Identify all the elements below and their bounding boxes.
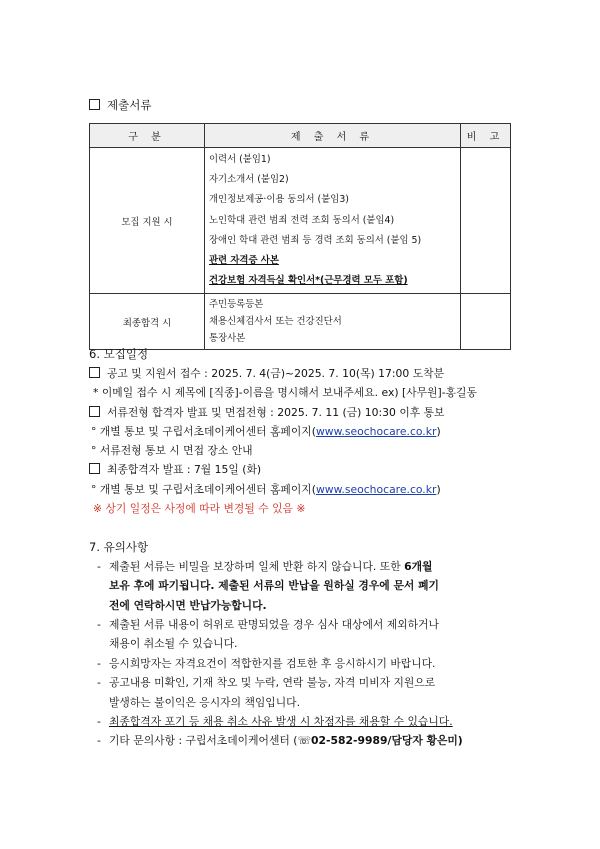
caution-contact: 기타 문의사항 : 구립서초데이케어센터 (☏02-582-9989/담당자 황은미) [109,734,463,748]
table-row [90,148,511,294]
header-documents: 제 출 서 류 [205,124,461,148]
row-note [461,148,511,294]
contact-phone: ☏02-582-9989/담당자 황은미) [297,734,463,748]
checkbox-square-icon [89,463,100,474]
caution-item: 제출된 서류 내용이 허위로 판명되었을 경우 심사 대상에서 제외하거나 [109,618,439,631]
caution-item-cont: 전에 연락하시면 반납가능합니다. [109,598,267,612]
schedule-title: 6. 모집일정 [89,347,149,361]
caution-item-cont: 채용이 취소될 수 있습니다. [109,637,238,651]
checkbox-square-icon [89,406,100,417]
schedule-interview-location: ° 서류전형 통보 시 면접 장소 안내 [91,444,253,458]
document-item: 자기소개서 (붙임2) [209,174,289,186]
document-item: 개인정보제공·이용 동의서 (붙임3) [209,194,349,206]
schedule-notice-homepage: ° 개별 통보 및 구립서초데이케어센터 홈페이지(www.seochocare.co.kr) [91,424,441,438]
document-item: 장애인 학대 관련 범죄 등 경력 조회 동의서 (붙임 5) [209,234,422,246]
schedule-change-warning: ※ 상기 일정은 사정에 따라 변경될 수 있음 ※ [93,502,306,516]
cautions-title: 7. 유의사항 [89,540,149,554]
document-item-emphasis: 관련 자격증 사본 [209,255,279,267]
document-item: 채용신체검사서 또는 건강진단서 [209,316,342,328]
schedule-application-period: 공고 및 지원서 접수 : 2025. 7. 4(금)~2025. 7. 10(목) 17:00 도착분 [89,364,477,383]
homepage-link[interactable]: www.seochocare.co.kr [315,482,437,496]
document-item: 통장사본 [209,333,246,345]
submission-documents-table [89,123,511,350]
docs-section-title: 제출서류 [89,97,151,113]
checkbox-square-icon [89,367,100,378]
schedule-final-result: 최종합격자 발표 : 7월 15일 (화) [89,460,477,479]
schedule-email-note: * 이메일 접수 시 제목에 [직종]-이름을 명시해서 보내주세요. ex) [사무원]-홍길동 [93,386,477,400]
caution-item-cont: 발생하는 불이익은 응시자의 책임입니다. [109,695,301,709]
row-category: 최종합격 시 [90,294,205,350]
checkbox-square-icon [89,99,100,110]
document-item-emphasis: 건강보험 자격득실 확인서*(근무경력 모두 포함) [209,275,408,287]
document-item: 노인학대 관련 범죄 전력 조회 동의서 (붙임4) [209,214,395,226]
caution-item: 최종합격자 포기 등 채용 취소 사유 발생 시 차점자를 채용할 수 있습니다. [109,715,453,728]
header-category: 구 분 [90,124,205,148]
header-note: 비 고 [461,124,511,148]
cautions-list: - 제출된 서류는 비밀을 보장하며 일체 반환 하지 않습니다. 또한 6개월 보유 후에 파기됩니다. 제출된 서류의 반납을 원하실 경우에 문서 폐기 전에 연락하시면 반납가능합니다. - 제출된 서류 내용이 허위로 판명되었을 경우 심사 대상에서 제외하거나 채용이 취소될 수 있습니다. - 응시희망자는 자격요건이 적합한지를 검토한 후 응시하시기 바랍니다. - 공고내용 미확인, 기재 착오 및 누락, 연락 불능, 자격 미비자 지원으로 발생하는 불이익은 응시자의 책임입니다. - 최종합격자 포기 등 채용 취소 사유 발생 시 차점자를 채용할 수 있습니다. - 기타 문의사항 : 구립서초데이케어센터 (☏02-582-9989/담당자 황은미) [97,557,517,757]
document-item: 주민등록등본 [209,299,264,311]
schedule-list [89,364,477,518]
caution-item: 응시희망자는 자격요건이 적합한지를 검토한 후 응시하시기 바랍니다. [109,657,436,670]
document-item: 이력서 (붙임1) [209,154,271,165]
caution-item: 제출된 서류는 비밀을 보장하며 일체 반환 하지 않습니다. 또한 6개월 [109,560,433,573]
schedule-final-notice-homepage: ° 개별 통보 및 구립서초데이케어센터 홈페이지(www.seochocare.co.kr) [91,482,441,496]
caution-item: 공고내용 미확인, 기재 착오 및 누락, 연락 불능, 자격 미비자 지원으로 [109,676,436,690]
table-header-row [90,124,511,148]
caution-item-cont: 보유 후에 파기됩니다. 제출된 서류의 반납을 원하실 경우에 문서 폐기 [109,579,439,593]
row-documents [205,148,461,294]
table-row [90,294,511,350]
homepage-link[interactable]: www.seochocare.co.kr [315,424,437,438]
row-category: 모집 지원 시 [90,148,205,294]
schedule-document-result: 서류전형 합격자 발표 및 면접전형 : 2025. 7. 11 (금) 10:30 이후 통보 [89,403,477,422]
row-documents [205,294,461,350]
row-note [461,294,511,350]
